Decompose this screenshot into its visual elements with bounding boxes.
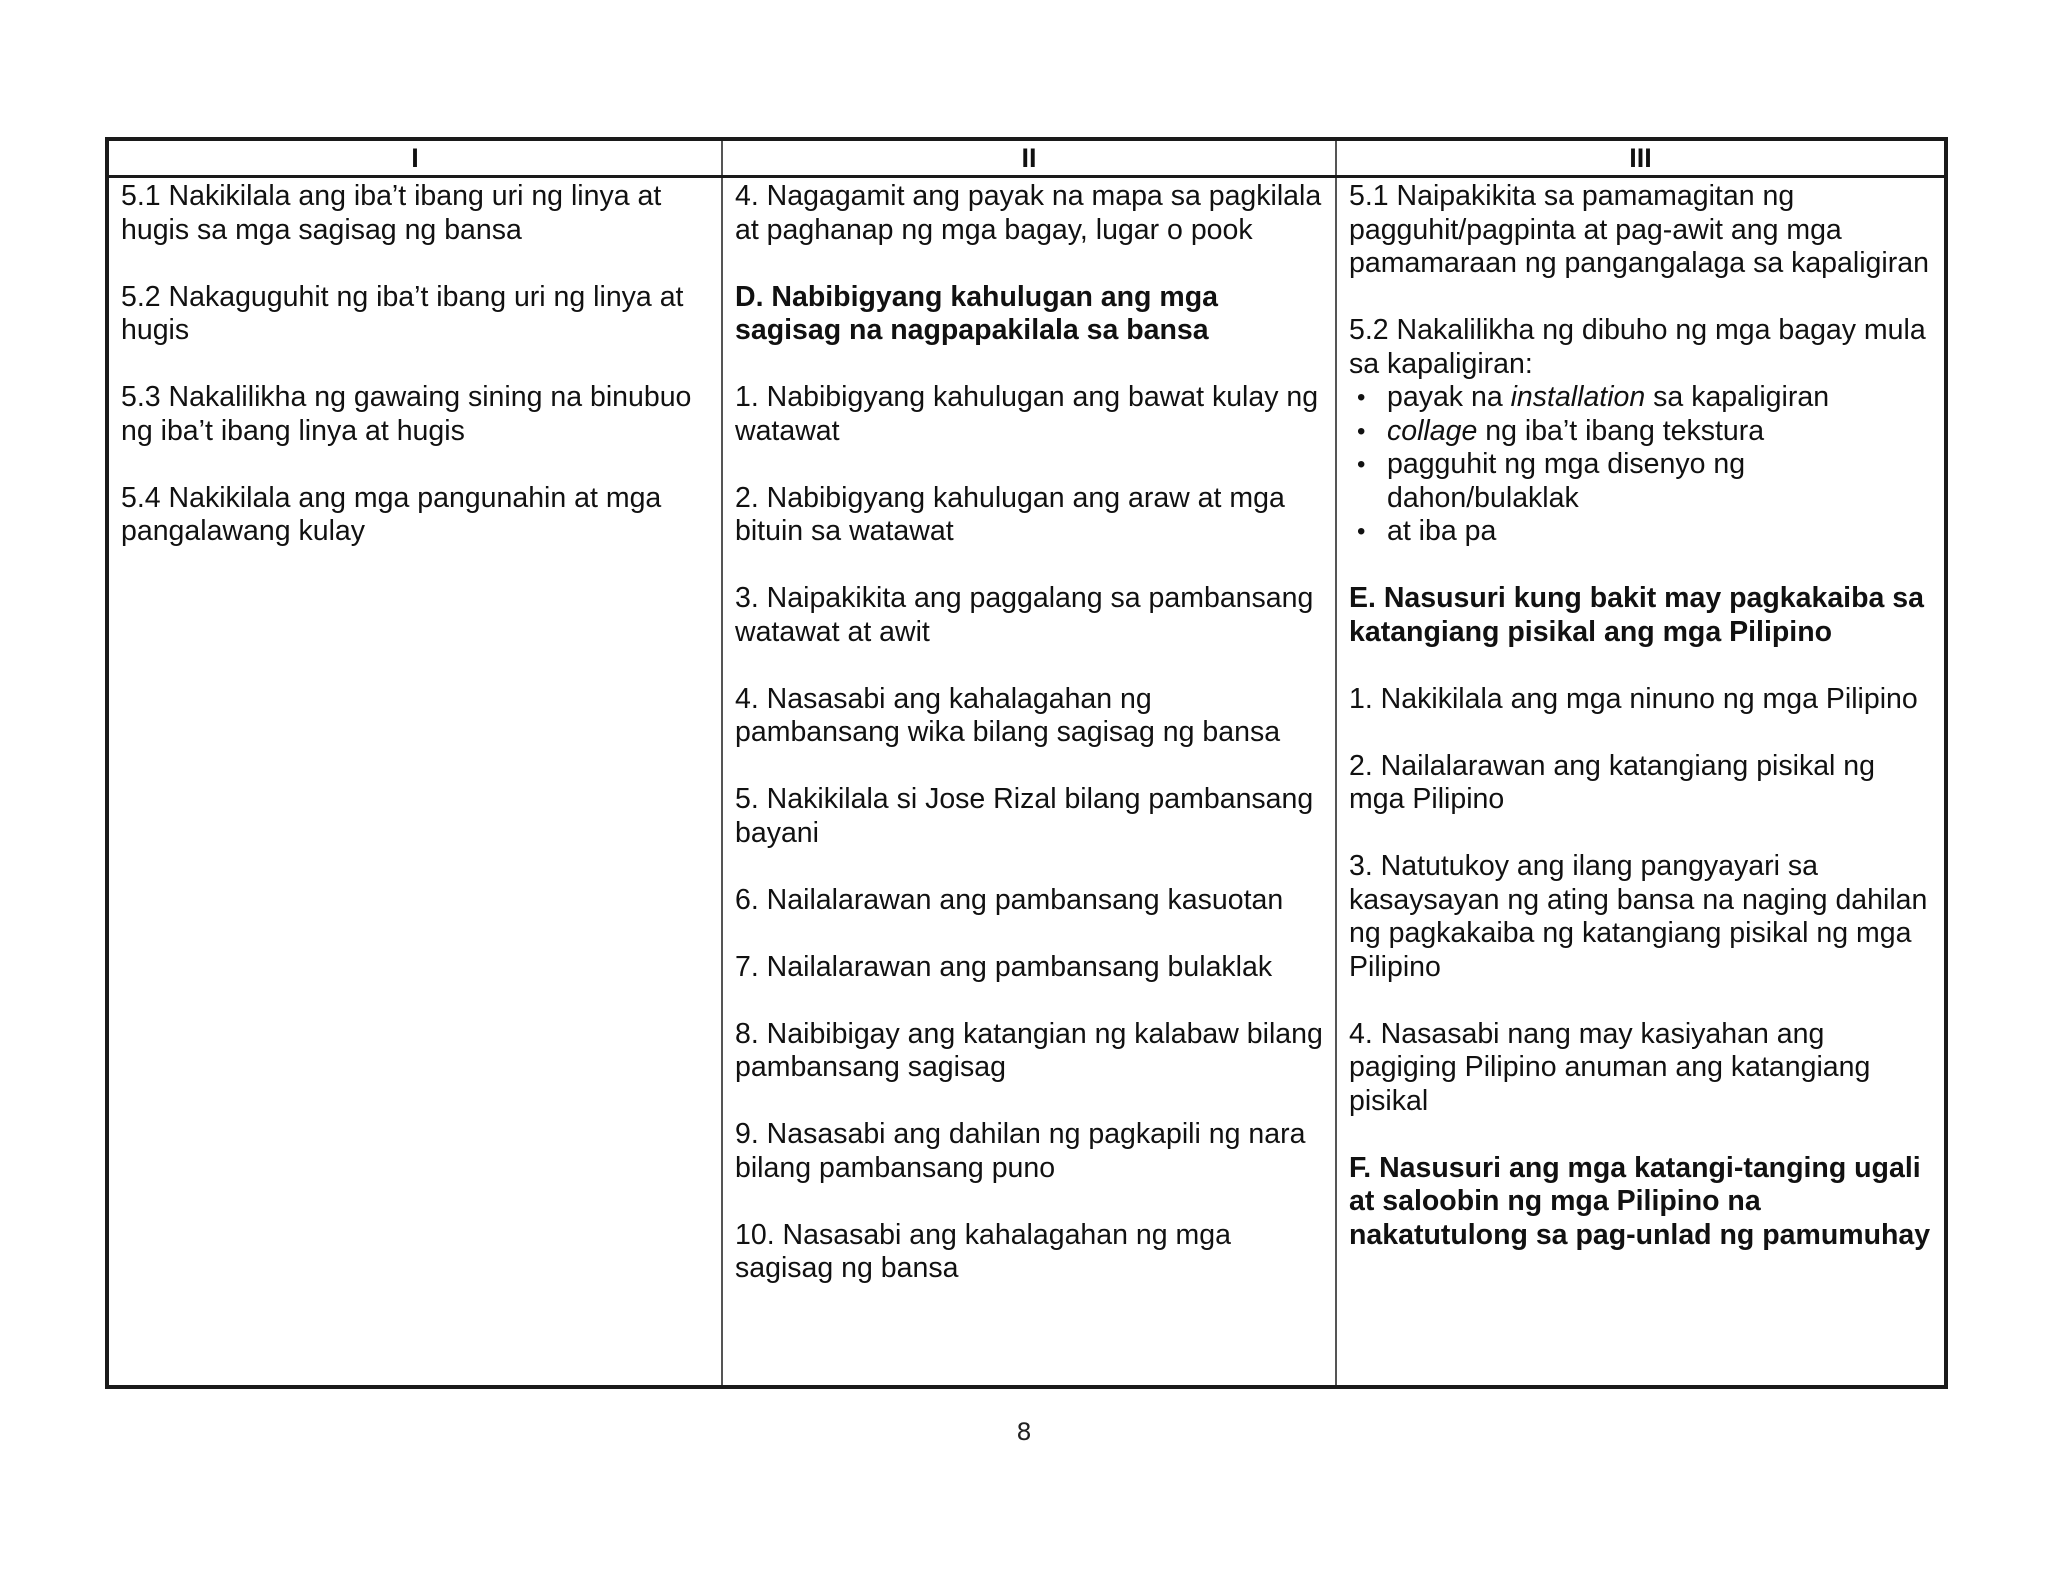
column-i-cell xyxy=(109,178,723,1385)
column-iii-cell xyxy=(1337,178,1944,1385)
competency-item: 6. Nailalarawan ang pambansang kasuotan xyxy=(735,883,1284,916)
bullet-text: pagguhit ng mga disenyo ng dahon/bulaklak xyxy=(1387,448,1746,514)
competency-item: 4. Nagagamit ang payak na mapa sa pagkilala at paghanap ng mga bagay, lugar o pook xyxy=(735,180,1322,246)
column-header-iii: III xyxy=(1629,143,1652,173)
bullet-dot-icon: • xyxy=(1357,417,1366,445)
bullet-emphasis: installation xyxy=(1510,381,1646,413)
bullet-dot-icon: • xyxy=(1357,451,1366,478)
bullet-item xyxy=(1357,448,1932,515)
bullet-list xyxy=(1349,381,1932,549)
competency-item: 5.1 Nakikilala ang iba’t ibang uri ng linya at hugis sa mga sagisag ng bansa xyxy=(121,180,662,246)
competency-item: 5.2 Nakaguguhit ng iba’t ibang uri ng linya at hugis xyxy=(121,280,684,346)
curriculum-table xyxy=(105,137,1948,1389)
competency-item: 7. Nailalarawan ang pambansang bulaklak xyxy=(735,950,1273,983)
competency-item: 5.4 Nakikilala ang mga pangunahin at mga pangalawang kulay xyxy=(121,481,662,547)
competency-item: 5.1 Naipakikita sa pamamagitan ng pagguhit/pagpinta at pag-awit ang mga pamamaraan ng pangangalaga sa kapaligiran xyxy=(1349,180,1929,279)
competency-item: 2. Nabibigyang kahulugan ang araw at mga bituin sa watawat xyxy=(735,481,1285,547)
competency-item: 2. Nailalarawan ang katangiang pisikal ng mga Pilipino xyxy=(1349,749,1876,815)
page-number: 8 xyxy=(1016,1418,1032,1446)
table-header-row xyxy=(109,141,1944,178)
bullet-text: payak na xyxy=(1387,381,1511,413)
competency-item: 8. Naibibigay ang katangian ng kalabaw bilang pambansang sagisag xyxy=(735,1017,1323,1083)
competency-item: 10. Nasasabi ang kahalagahan ng mga sagisag ng bansa xyxy=(735,1218,1231,1284)
competency-item: 1. Nakikilala ang mga ninuno ng mga Pilipino xyxy=(1349,682,1918,715)
column-header-i: I xyxy=(109,141,723,175)
competency-item: 4. Nasasabi ang kahalagahan ng pambansang wika bilang sagisag ng bansa xyxy=(735,682,1281,748)
section-heading-d: D. Nabibigyang kahulugan ang mga sagisag na nagpapakilala sa bansa xyxy=(735,280,1218,346)
bullet-text: ng iba’t ibang tekstura xyxy=(1477,414,1765,447)
competency-item: 1. Nabibigyang kahulugan ang bawat kulay ng watawat xyxy=(735,381,1319,447)
competency-item: 5. Nakikilala si Jose Rizal bilang pambansang bayani xyxy=(735,783,1314,849)
column-ii-cell xyxy=(723,178,1337,1385)
competency-item: 5.3 Nakalilikha ng gawaing sining na binubuo ng iba’t ibang linya at hugis xyxy=(121,381,692,447)
bullet-text: sa kapaligiran xyxy=(1645,381,1830,413)
bullet-emphasis: collage xyxy=(1387,414,1478,447)
competency-item: 3. Natutukoy ang ilang pangyayari sa kasaysayan ng ating bansa na naging dahilan ng pagkakaiba ng katangiang pisikal ng mga Pilipino xyxy=(1349,850,1928,983)
bullet-item xyxy=(1357,381,1932,415)
competency-item: 4. Nasasabi nang may kasiyahan ang pagiging Pilipino anuman ang katangiang pisikal xyxy=(1349,1017,1871,1117)
competency-item: 3. Naipakikita ang paggalang sa pambansang watawat at awit xyxy=(735,582,1314,648)
bullet-item xyxy=(1357,515,1932,549)
section-heading-e: E. Nasusuri kung bakit may pagkakaiba sa katangiang pisikal ang mga Pilipino xyxy=(1349,582,1924,648)
competency-item: 9. Nasasabi ang dahilan ng pagkapili ng nara bilang pambansang puno xyxy=(735,1118,1306,1184)
section-heading-f: F. Nasusuri ang mga katangi-tanging ugali at saloobin ng mga Pilipino na nakatutulong sa pag-unlad ng pamumuhay xyxy=(1349,1151,1931,1251)
bullet-text: at iba pa xyxy=(1387,515,1497,547)
bullet-dot-icon: • xyxy=(1357,518,1366,545)
competency-item: 5.2 Nakalilikha ng dibuho ng mga bagay mula sa kapaligiran: xyxy=(1349,314,1926,380)
table-body-row xyxy=(109,178,1944,1385)
bullet-dot-icon: • xyxy=(1357,384,1366,411)
bullet-item xyxy=(1357,415,1932,449)
column-header-ii: II xyxy=(723,141,1337,175)
